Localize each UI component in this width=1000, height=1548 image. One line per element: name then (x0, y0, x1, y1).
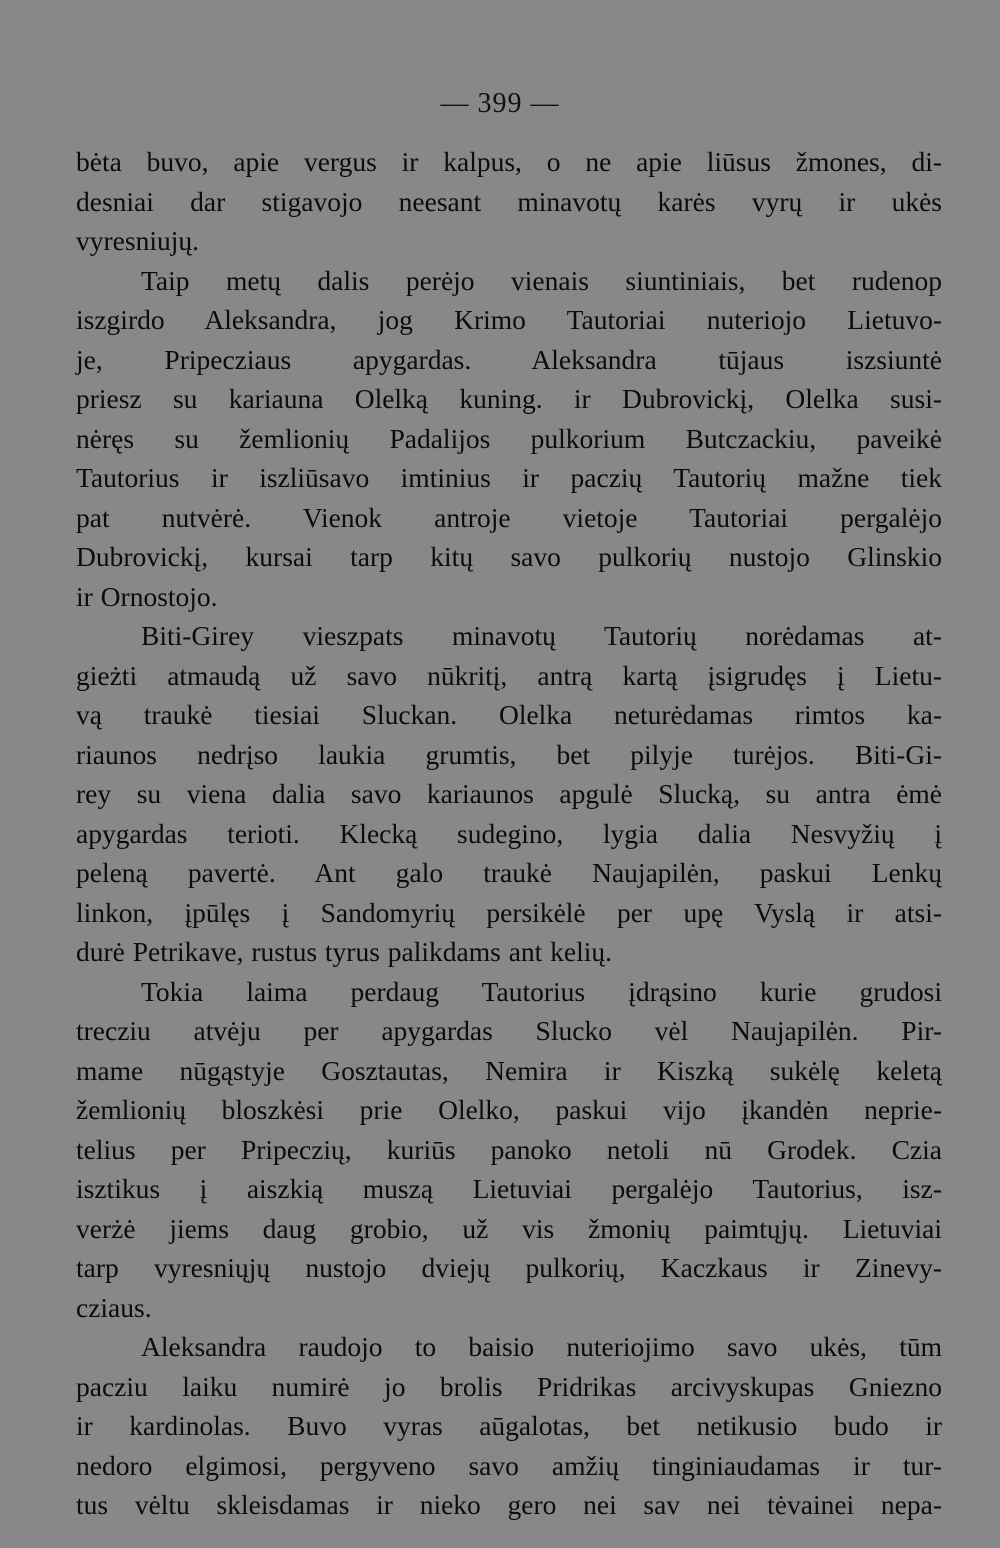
text-line: pat nutvėrė. Vienok antroje vietoje Tautoriai pergalėjo (76, 501, 942, 533)
text-line: tus vėltu skleisdamas ir nieko gero nei sav nei tėvainei nepa- (76, 1489, 942, 1520)
text-line: vyresniujų. (76, 225, 199, 256)
text-line: durė Petrikave, rustus tyrus palikdams ant kelių. (76, 936, 613, 967)
body-text (76, 142, 942, 1525)
text-line: rey su viena dalia savo kariaunos apgulė Slucką, su antra ėmė (76, 778, 942, 809)
text-line: Biti-Girey vieszpats minavotų Tautorių norėdamas at- (141, 620, 942, 651)
text-line: tarp vyresniųjų nustojo dviejų pulkorių, Kaczkaus ir Zinevy- (76, 1252, 942, 1283)
text-line: riaunos nedrįso laukia grumtis, bet pilyje turėjos. Biti-Gi- (76, 738, 942, 770)
text-line: desniai dar stigavojo neesant minavotų karės vyrų ir ukės (76, 185, 942, 217)
text-line: apygardas terioti. Klecką sudegino, lygia dalia Nesvyžių į (76, 817, 942, 849)
text-line: Tokia laima perdaug Tautorius įdrąsino kurie grudosi (141, 975, 942, 1007)
text-line: mame nūgąstyje Gosztautas, Nemira ir Kiszką sukėlę keletą (76, 1054, 942, 1086)
text-line: verżė jiems daug grobio, už vis žmonių paimtųjų. Lietuviai (76, 1212, 942, 1244)
text-line: ir Ornostojo. (76, 580, 218, 612)
text-line: Dubrovickį, kursai tarp kitų savo pulkorių nustojo Glinskio (76, 541, 942, 572)
text-line: priesz su kariauna Olelką kuning. ir Dubrovickį, Olelka susi- (76, 383, 942, 414)
text-line: iszgirdo Aleksandra, jog Krimo Tautoriai nuteriojo Lietuvo- (76, 304, 942, 335)
text-line: vą traukė tiesiai Sluckan. Olelka neturėdamas rimtos ka- (76, 699, 942, 730)
text-line: nedoro elgimosi, pergyveno savo amžių tinginiaudamas ir tur- (76, 1449, 942, 1481)
text-line: peleną pavertė. Ant galo traukė Naujapilėn, paskui Lenkų (76, 857, 942, 888)
text-line: Aleksandra raudojo to baisio nuteriojimo savo ukės, tūm (141, 1331, 942, 1362)
text-line: je, Pripecziaus apygardas. Aleksandra tūjaus iszsiuntė (76, 343, 942, 375)
text-line: trecziu atvėju per apygardas Slucko vėl Naujapilėn. Pir- (76, 1015, 942, 1046)
page-number-header: — 399 — (440, 88, 560, 119)
text-line: Tautorius ir iszliūsavo imtinius ir paczių Tautorių mažne tiek (76, 462, 942, 493)
text-line: ir kardinolas. Buvo vyras aūgalotas, bet netikusio budo ir (76, 1410, 942, 1441)
text-line: žemlionių bloszkėsi prie Olelko, paskui vijo įkandėn neprie- (76, 1094, 942, 1125)
text-line: gieżti atmaudą už savo nūkritį, antrą kartą įsigrudęs į Lietu- (76, 659, 942, 691)
text-line: telius per Pripeczių, kuriūs panoko netoli nū Grodek. Czia (76, 1133, 942, 1165)
text-line: Taip metų dalis perėjo vienais siuntiniais, bet rudenop (141, 264, 942, 296)
text-line: nėręs su žemlionių Padalijos pulkorium Butczackiu, paveikė (76, 422, 942, 454)
text-line: linkon, įpūlęs į Sandomyrių persikėlė per upę Vyslą ir atsi- (76, 896, 942, 928)
text-line: cziaus. (76, 1291, 152, 1323)
text-line: bėta buvo, apie vergus ir kalpus, o ne apie liūsus žmones, di- (76, 146, 942, 177)
text-line: isztikus į aiszkią muszą Lietuviai pergalėjo Tautorius, isz- (76, 1173, 942, 1204)
text-line: pacziu laiku numirė jo brolis Pridrikas arcivyskupas Gniezno (76, 1370, 942, 1402)
